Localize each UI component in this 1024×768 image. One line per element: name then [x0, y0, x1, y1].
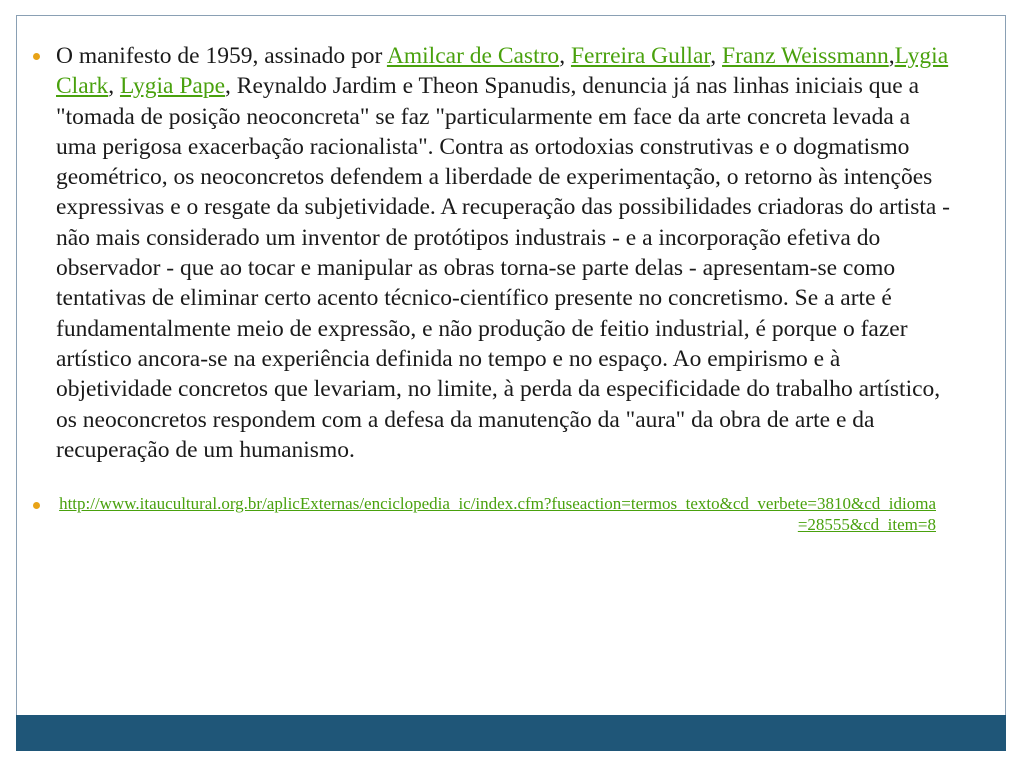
manifesto-paragraph: [56, 41, 951, 465]
separator: ,: [559, 43, 571, 69]
separator: ,: [108, 73, 120, 100]
separator: ,: [888, 43, 895, 69]
link-ferreira-gullar[interactable]: Ferreira Gullar: [570, 43, 711, 69]
reference-url-link[interactable]: http://www.itaucultural.org.br/aplicExternas/enciclopedia_ic/index.cfm?fuseaction=termos_texto&cd_verbete=3810&cd_idioma=28555&cd_item=8: [59, 494, 936, 535]
bullet-item-reference: [30, 493, 950, 535]
link-franz-weissmann[interactable]: Franz Weissmann: [722, 43, 889, 69]
paragraph-body: , Reynaldo Jardim e Theon Spanudis, denuncia já nas linhas iniciais que a "tomada de posição neoconcreta" se faz "particularmente em face da arte concreta levada a uma perigosa exacerbação racionalista". Contra as ortodoxias construtivas e o dogmatismo geométrico, os neoconcretos defendem a liberdade de experimentação, o retorno às intenções expressivas e o resgate da subjetividade. A recuperação das possibilidades criadoras do artista - não mais considerado um inventor de protótipos industrais - e a incorporação efetiva do observador - que ao tocar e manipular as obras torna-se parte delas - apresentam-se como tentativas de eliminar certo acento técnico-científico presente no concretismo. Se a arte é fundamentalmente meio de expressão, e não produção de feitio industrial, é porque o fazer artístico ancora-se na experiência definida no tempo e no espaço. Ao empirismo e à objetividade concretos que levariam, no limite, à perda da especificidade do trabalho artístico, os neoconcretos respondem com a defesa da manutenção da "aura" da obra de arte e da recuperação de um humanismo.: [56, 73, 950, 463]
link-amilcar-de-castro[interactable]: Amilcar de Castro: [386, 43, 560, 69]
slide-content-area: [16, 15, 1006, 751]
paragraph-intro: O manifesto de 1959, assinado por: [56, 43, 387, 69]
bullet-item-manifesto: [30, 41, 950, 465]
link-lygia-clark[interactable]: Lygia Clark: [56, 43, 949, 100]
separator: ,: [710, 43, 723, 69]
bullet-dot-icon: [30, 50, 42, 62]
link-lygia-pape[interactable]: Lygia Pape: [119, 73, 226, 100]
bullet-list: [30, 41, 950, 535]
bullet-dot-icon: [30, 499, 42, 511]
